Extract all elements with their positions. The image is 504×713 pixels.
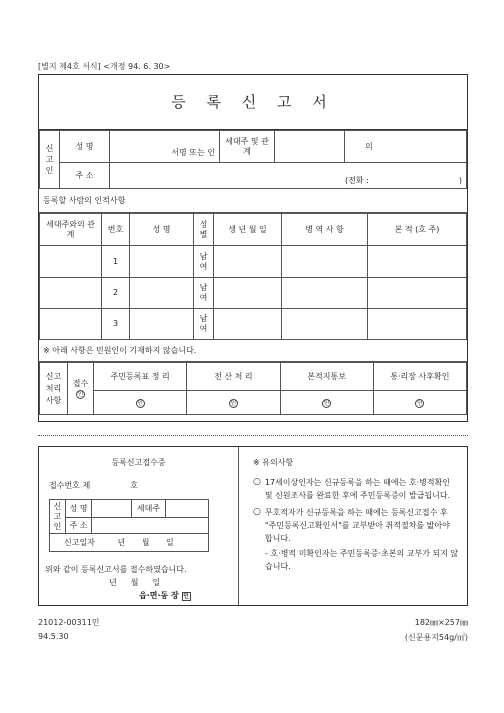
receipt-date: 신고일자 년 월 일 [50,534,209,552]
address-label: 주 소 [60,163,110,189]
receipt-reporter-table: 신고인 성 명 세대주 주 소 신고일자 년 월 일 [49,499,209,552]
seal-icon: 인 [77,390,84,398]
receipt-date-line: 년 월 일 [109,578,161,587]
col-domicile: 본 적 (호 주) [368,214,467,246]
reporter-table [39,130,467,189]
paper-spec: (신문용지54g/㎡) [404,633,468,642]
processing-side-label: 신고 처리 사항 [40,363,68,415]
receipt-title: 등록신고접수증 [111,458,166,467]
processing-table [39,362,467,415]
relation-field[interactable] [275,131,345,163]
persons-header-row [40,214,467,246]
notice-item: ○ 17세이상인자는 신규등록을 하는 때에는 호·병적확인 및 신원조사를 완료한 후에 주민등록증이 발급됩니다. [253,477,451,500]
seal-icon: 인 [280,391,373,415]
table-row: 1 남 여 [40,246,467,278]
form-date: 94.5.30 [38,632,69,641]
proc-col-confirm: 통·리장 사후확인 [373,363,466,391]
notice-sub: - 호·병적 미확인자는 주민등록증·초본의 교부가 되지 않습니다. [265,549,459,571]
seal-icon: 인 [94,391,187,415]
cut-line [38,435,468,436]
receipt-office: 읍·면·동 장 인 [139,591,189,600]
proc-col-resident: 주민등록표 정 리 [94,363,187,391]
registration-form [38,74,468,422]
name-field[interactable]: 서명 또는 인 [110,131,220,163]
table-row: 3 남 여 [40,309,467,340]
receipt-accept-text: 위와 같이 등록신고서를 접수하였습니다. [45,565,187,574]
notice-title: ※ 유의사항 [253,458,294,467]
persons-table [39,213,467,340]
seal-icon: 인 [373,391,466,415]
col-number: 번호 [102,214,130,246]
persons-section-title: 등록할 사람의 인적사항 [39,189,467,213]
seal-icon: 인 [183,593,189,600]
address-field[interactable]: (전화 : ) [110,163,467,189]
col-name: 성 명 [130,214,194,246]
official-use-note: ※ 아래 사항은 민원인이 기재하지 않습니다. [39,340,467,362]
table-row: 2 남 여 [40,278,467,309]
col-military: 병 역 사 항 [282,214,368,246]
proc-col-domicile: 본적지통보 [280,363,373,391]
receipt-left [39,447,239,605]
relation-suffix: 의 [345,131,467,163]
form-code: 21012-00311민 [38,618,100,627]
reporter-side-label: 신고인 [40,131,60,189]
receipt-number: 접수번호 제 호 [49,481,138,490]
form-title: 등 록 신 고 서 [39,75,467,130]
relation-label: 세대주 및 관 계 [220,131,275,163]
receipt-slip [38,446,468,606]
form-header: [별지 제4호 서식] <개정 94. 6. 30> [38,62,171,71]
col-birthdate: 생 년 월 일 [214,214,282,246]
notice-panel [239,447,468,605]
col-sex: 성별 [194,214,214,246]
name-label: 성 명 [60,131,110,163]
seal-icon: 인 [187,391,280,415]
proc-col-computer: 전 산 처 리 [187,363,280,391]
receipt-cell: 접수 인 [68,363,94,415]
col-relation: 세대주와의 관 계 [40,214,102,246]
paper-size: 182㎜×257㎜ [414,618,468,627]
notice-item: ○ 무호적자가 신규등록을 하는 때에는 등록신고접수 후 "주민등록신고확인서"를 교부받아 취적절차를 밟아야 합니다. [253,507,450,543]
